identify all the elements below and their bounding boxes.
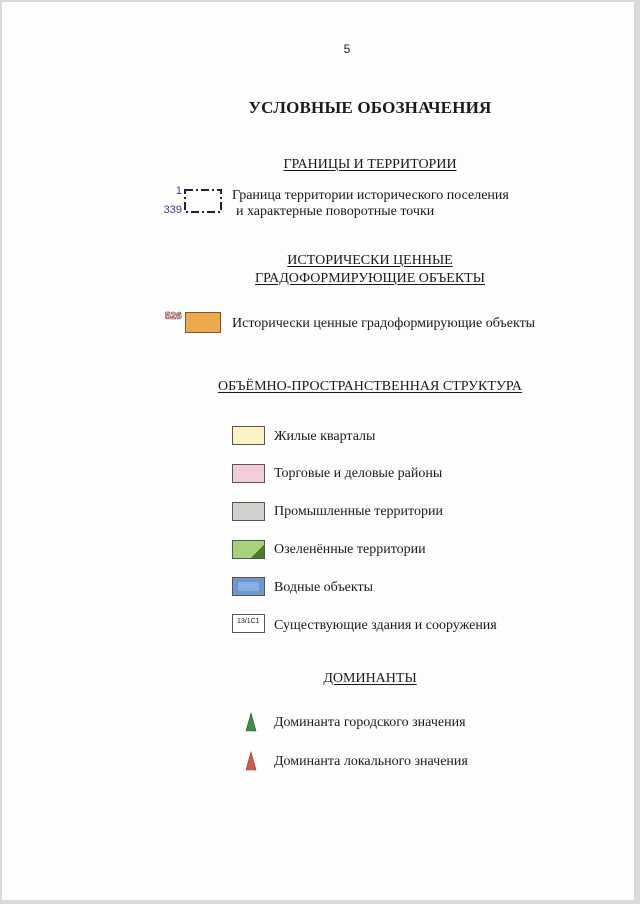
- local-dominant-label: Доминанта локального значения: [274, 754, 468, 769]
- section-heading-structure: ОБЪЁМНО-ПРОСТРАНСТВЕННАЯ СТРУКТУРА: [218, 379, 522, 394]
- existing-buildings-label: Существующие здания и сооружения: [274, 618, 497, 633]
- green-area-swatch: [232, 540, 265, 559]
- page-title: УСЛОВНЫЕ ОБОЗНАЧЕНИЯ: [248, 98, 492, 117]
- commercial-swatch: [232, 464, 265, 483]
- page-number: 5: [343, 42, 351, 56]
- section-heading-boundaries: ГРАНИЦЫ И ТЕРРИТОРИИ: [283, 157, 457, 172]
- section-heading-historic-line1: ИСТОРИЧЕСКИ ЦЕННЫЕ: [287, 253, 453, 268]
- historic-object-code: 526: [165, 311, 182, 322]
- water-swatch: [232, 577, 265, 596]
- section-heading-dominants: ДОМИНАНТЫ: [323, 671, 417, 686]
- boundary-label-line2: и характерные поворотные точки: [236, 204, 435, 219]
- historic-object-swatch: [185, 312, 221, 333]
- commercial-label: Торговые и деловые районы: [274, 466, 443, 481]
- green-triangle-icon: [246, 713, 256, 731]
- boundary-start-number: 1: [175, 185, 182, 197]
- boundary-end-number: 339: [163, 204, 182, 216]
- industrial-label: Промышленные территории: [274, 504, 443, 519]
- boundary-line-icon: [184, 188, 222, 214]
- boundary-label-line1: Граница территории исторического поселения: [232, 188, 509, 203]
- existing-buildings-swatch: 13/1С1: [232, 614, 265, 633]
- industrial-swatch: [232, 502, 265, 521]
- section-heading-historic-line2: ГРАДОФОРМИРУЮЩИЕ ОБЪЕКТЫ: [255, 271, 485, 286]
- historic-object-label: Исторически ценные градоформирующие объекты: [232, 316, 536, 331]
- legend-page: [2, 2, 634, 900]
- residential-label: Жилые кварталы: [274, 429, 376, 444]
- water-label: Водные объекты: [274, 580, 374, 595]
- city-dominant-label: Доминанта городского значения: [274, 715, 466, 730]
- red-triangle-icon: [246, 752, 256, 770]
- residential-swatch: [232, 426, 265, 445]
- green-area-label: Озеленённые территории: [274, 542, 426, 557]
